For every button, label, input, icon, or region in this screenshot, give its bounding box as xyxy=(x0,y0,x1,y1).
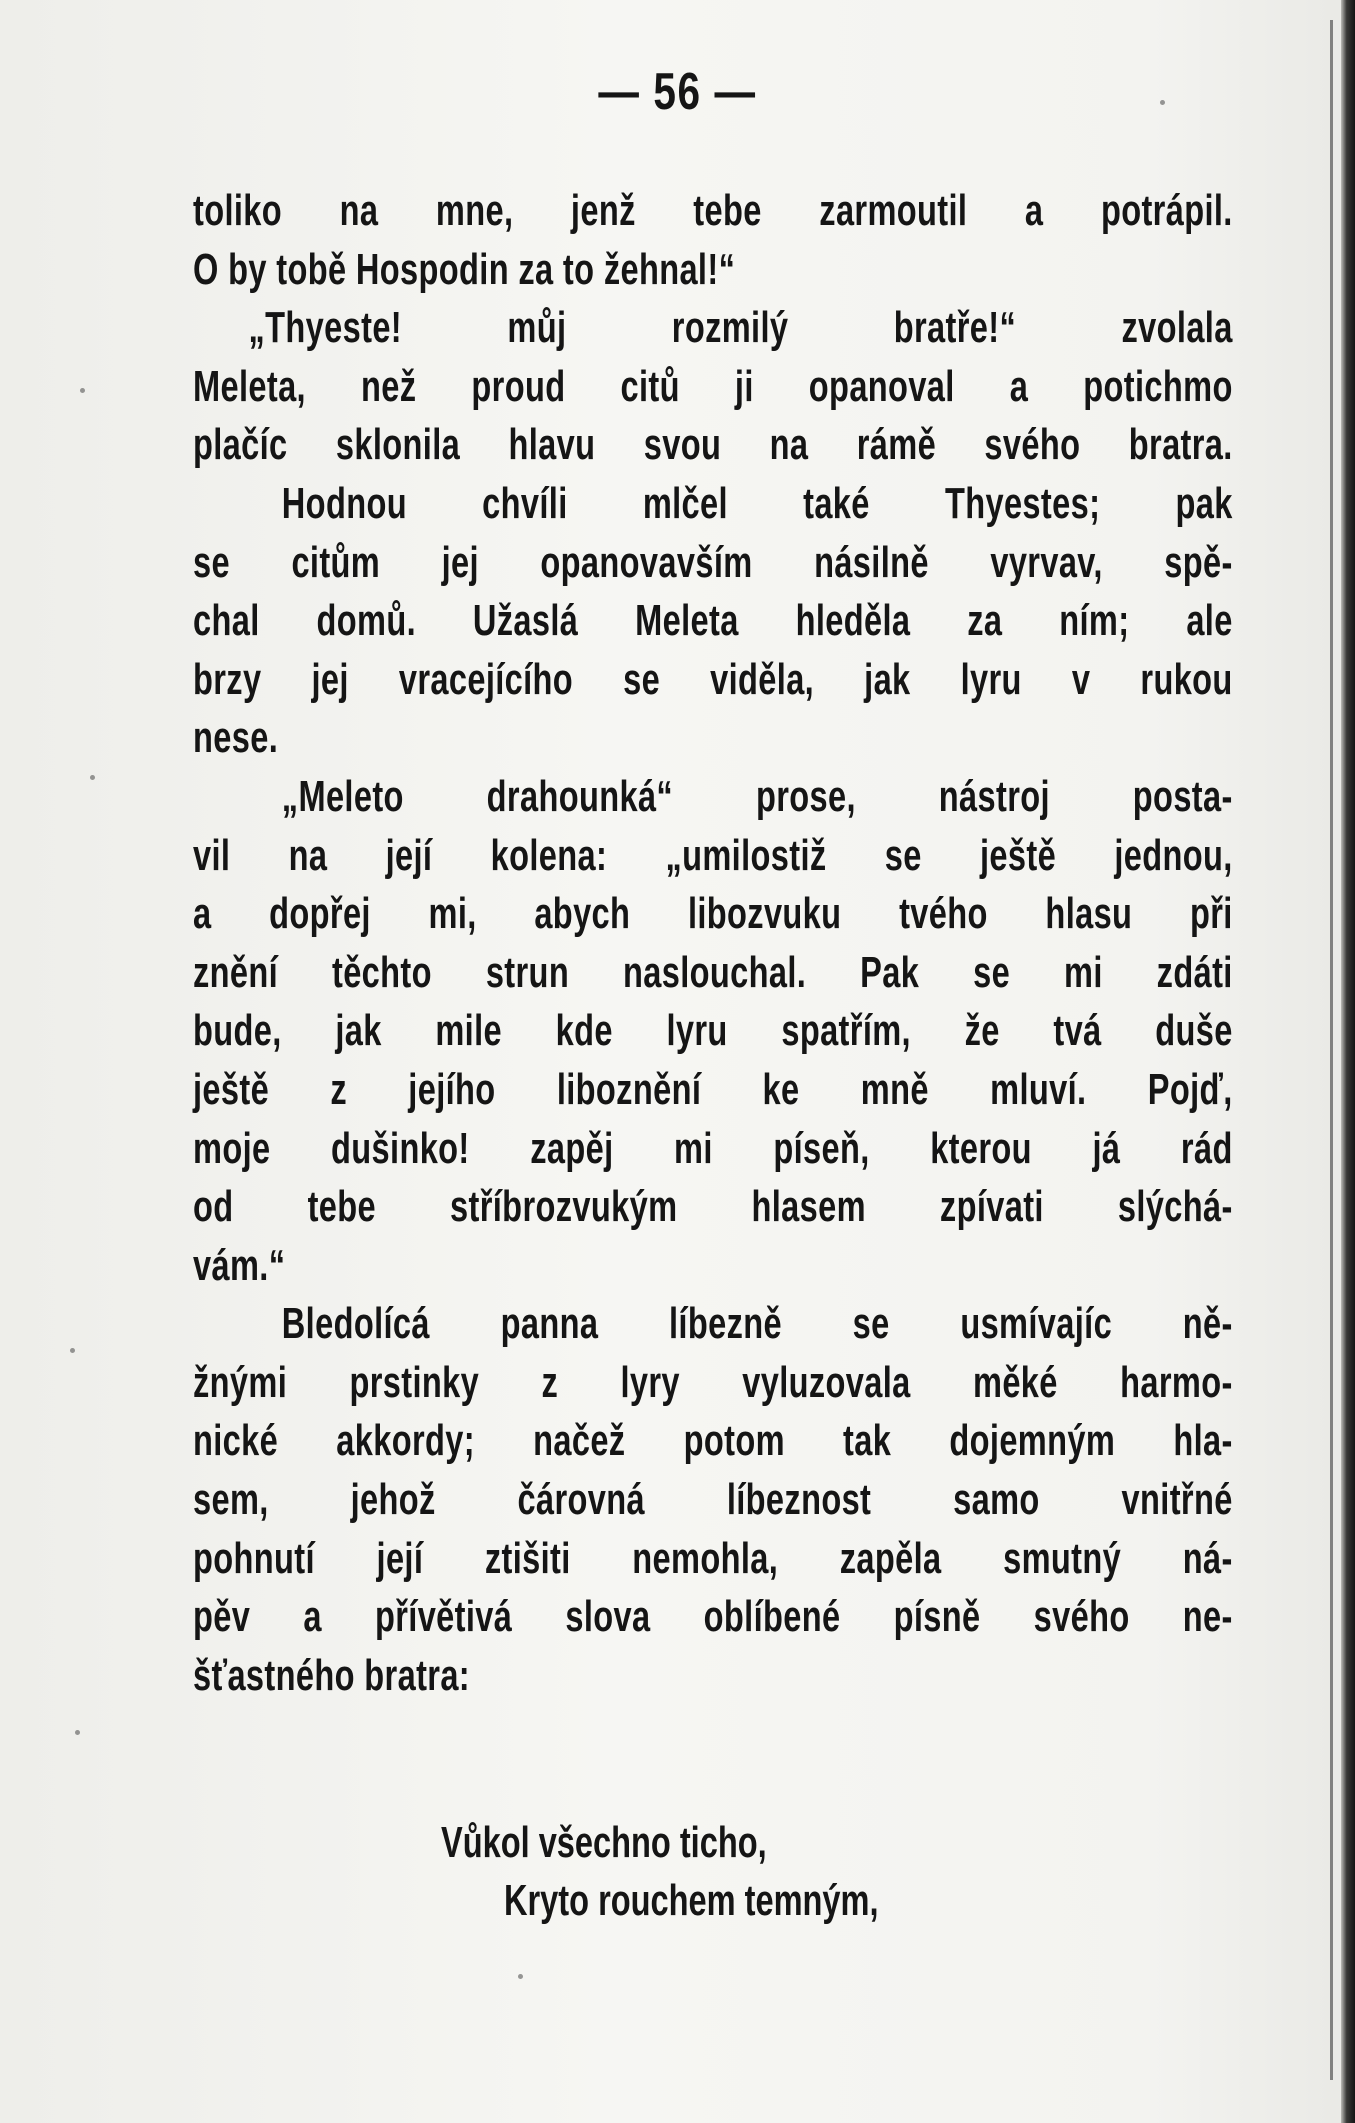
text-line: Meleta, než proud citů ji opanoval a potichmo xyxy=(193,361,1233,411)
text-line: a dopřej mi, abych libozvuku tvého hlasu při xyxy=(193,889,1233,939)
text-line: O by tobě Hospodin za to žehnal!“ xyxy=(193,244,736,294)
body-text xyxy=(193,182,1243,1705)
text-line: se citům jej opanovavším násilně vyrvav, spě- xyxy=(193,537,1233,587)
page-number: — 56 — xyxy=(598,63,757,121)
text-line: sem, jehož čárovná líbeznost samo vnitřné xyxy=(193,1475,1233,1525)
page-border-line xyxy=(1330,20,1333,2080)
text-line: Hodnou chvíli mlčel také Thyestes; pak xyxy=(281,478,1233,528)
text-line: ještě z jejího liboznění ke mně mluví. Pojď, xyxy=(193,1064,1233,1114)
text-line: znění těchto strun naslouchal. Pak se mi zdáti xyxy=(193,947,1233,997)
text-line: žnými prstinky z lyry vyluzovala měké harmo- xyxy=(193,1357,1233,1407)
text-line: bude, jak mile kde lyru spatřím, že tvá duše xyxy=(193,1006,1233,1056)
text-line: šťastného bratra: xyxy=(193,1650,471,1700)
scan-speck xyxy=(75,1730,80,1735)
scan-speck xyxy=(518,1974,523,1979)
text-line: chal domů. Užaslá Meleta hleděla za ním; ale xyxy=(193,596,1233,646)
scan-speck xyxy=(70,1348,75,1353)
text-line: brzy jej vracejícího se viděla, jak lyru v rukou xyxy=(193,654,1233,704)
verse-line: Vůkol všechno ticho, xyxy=(441,1818,767,1867)
scan-speck xyxy=(80,388,85,393)
text-line: „Thyeste! můj rozmilý bratře!“ zvolala xyxy=(248,303,1233,353)
verse-line: Kryto rouchem temným, xyxy=(504,1876,879,1925)
text-line: moje dušinko! zapěj mi píseň, kterou já rád xyxy=(193,1123,1233,1173)
text-line: „Meleto drahounká“ prose, nástroj posta- xyxy=(281,771,1233,821)
text-line: vám.“ xyxy=(193,1240,286,1290)
text-line: vil na její kolena: „umilostiž se ještě jednou, xyxy=(193,830,1233,880)
text-line: toliko na mne, jenž tebe zarmoutil a potrápil. xyxy=(193,186,1233,235)
text-line: od tebe stříbrozvukým hlasem zpívati slýchá- xyxy=(193,1182,1233,1232)
text-line: nické akkordy; načež potom tak dojemným hla- xyxy=(193,1416,1233,1466)
text-line: Bledolícá panna líbezně se usmívajíc ně- xyxy=(281,1299,1233,1349)
page-edge-shadow xyxy=(1341,0,1355,2123)
scan-speck xyxy=(1160,100,1165,105)
text-line: nese. xyxy=(193,713,279,763)
text-line: pohnutí její ztišiti nemohla, zapěla smutný ná- xyxy=(193,1533,1233,1583)
text-line: plačíc sklonila hlavu svou na rámě svého bratra. xyxy=(193,420,1233,470)
text-line: pěv a přívětivá slova oblíbené písně svého ne- xyxy=(193,1592,1233,1642)
scan-speck xyxy=(90,775,95,780)
